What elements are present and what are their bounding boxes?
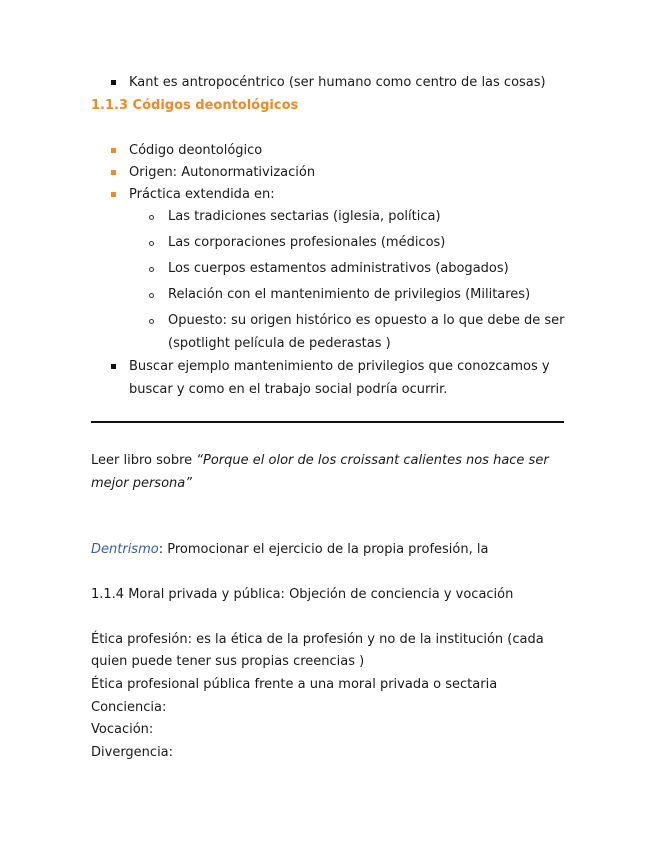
bullet-circle-icon: [149, 267, 154, 272]
vocacion-label: Vocación:: [91, 722, 154, 737]
sub-list-item: Las corporaciones profesionales (médicos): [168, 235, 446, 250]
sub-list-item: Relación con el mantenimiento de privilegios (Militares): [168, 287, 531, 302]
section-heading-1-1-4: 1.1.4 Moral privada y pública: Objeción de conciencia y vocación: [91, 587, 514, 602]
list-item: Práctica extendida en:: [129, 187, 275, 202]
sub-list-item: Las tradiciones sectarias (iglesia, política): [168, 209, 441, 224]
bullet-square-icon: [111, 170, 116, 175]
dentrismo-line: [91, 541, 488, 559]
reading-line: [91, 452, 549, 470]
horizontal-divider: [91, 421, 564, 423]
list-item: Código deontológico: [129, 143, 263, 158]
etica-profesion-continuation: quien puede tener sus propias creencias ): [91, 654, 365, 669]
bullet-circle-icon: [149, 241, 154, 246]
sub-list-item: Opuesto: su origen histórico es opuesto a lo que debe de ser: [168, 313, 565, 328]
book-title-continuation: mejor persona”: [91, 476, 192, 491]
dentrismo-term: Dentrismo: [91, 542, 159, 557]
etica-profesion-text: Ética profesión: es la ética de la profesión y no de la institución (cada: [91, 632, 544, 647]
etica-publica-text: Ética profesional pública frente a una moral privada o sectaria: [91, 677, 498, 692]
sub-list-item: Los cuerpos estamentos administrativos (abogados): [168, 261, 509, 276]
bullet-square-icon: [111, 148, 116, 153]
bullet-circle-icon: [149, 215, 154, 220]
bullet-square-icon: [111, 364, 116, 369]
section-heading-1-1-3: 1.1.3 Códigos deontológicos: [91, 98, 299, 113]
bullet-square-icon: [111, 80, 116, 85]
bullet-square-icon: [111, 192, 116, 197]
divergencia-label: Divergencia:: [91, 745, 174, 760]
sub-list-item-continuation: (spotlight película de pederastas ): [168, 336, 391, 351]
conciencia-label: Conciencia:: [91, 700, 167, 715]
reading-prefix: Leer libro sobre: [91, 453, 197, 468]
list-item: Origen: Autonormativización: [129, 165, 316, 180]
kant-bullet-text: Kant es antropocéntrico (ser humano como centro de las cosas): [129, 75, 546, 90]
task-bullet-text: Buscar ejemplo mantenimiento de privilegios que conozcamos y: [129, 359, 550, 374]
bullet-circle-icon: [149, 293, 154, 298]
dentrismo-definition: : Promocionar el ejercicio de la propia profesión, la: [158, 542, 489, 557]
book-title: “Porque el olor de los croissant calientes nos hace ser: [196, 453, 549, 468]
task-bullet-continuation: buscar y como en el trabajo social podría ocurrir.: [129, 382, 448, 397]
bullet-circle-icon: [149, 319, 154, 324]
